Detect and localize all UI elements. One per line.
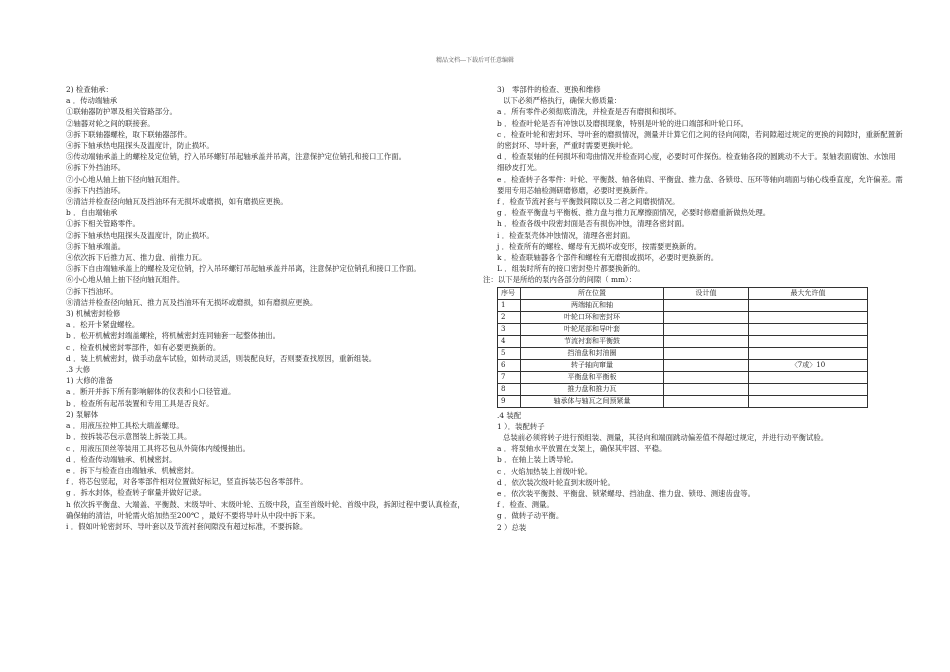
left-text-line: b ．按拆装芯包示意图装上拆装工具。 xyxy=(66,432,192,442)
col-header-location: 所在位置 xyxy=(521,287,664,299)
left-text-line: ①拆下相关管路零件。 xyxy=(66,219,140,229)
col-header-design-value: 设计值 xyxy=(664,287,749,299)
cell-index: 7 xyxy=(498,371,521,383)
cell-design-value xyxy=(664,383,749,395)
clearance-table xyxy=(497,287,868,408)
cell-max-value xyxy=(749,323,868,335)
left-text-line: 3) 机械密封检修 xyxy=(66,309,121,319)
left-text-line: e ．拆下与检查自由端轴承、机械密封。 xyxy=(66,465,199,475)
left-text-line: ①联轴器防护罩及相关管路部分。 xyxy=(66,107,177,117)
table-row xyxy=(498,311,868,323)
left-text-line: ⑧拆下内挡油环。 xyxy=(66,185,126,195)
cell-design-value xyxy=(664,311,749,323)
cell-index: 4 xyxy=(498,335,521,347)
table-row xyxy=(498,395,868,407)
left-text-line: b ．松开机械密封端盖螺栓，将机械密封连同轴套一起整体抽出。 xyxy=(66,331,281,341)
assembly-text-line: 2 ）总装 xyxy=(497,522,527,532)
cell-index: 5 xyxy=(498,347,521,359)
table-row xyxy=(498,347,868,359)
left-text-line: ④依次拆下后推力瓦、推力盘、前推力瓦。 xyxy=(66,253,207,263)
left-text-line: i ．假如叶轮密封环、导叶套以及节流衬套间隙没有超过标准，不要拆除。 xyxy=(66,521,308,531)
cell-index: 9 xyxy=(498,395,521,407)
left-text-line: f ．将芯包竖起，对各零部件相对位置做好标记，竖直拆装芯包各零部件。 xyxy=(66,477,308,487)
cell-design-value xyxy=(664,359,749,371)
left-text-line: 2) 检查轴承： xyxy=(66,85,113,94)
left-text-line: a ．松开卡紧盘螺栓。 xyxy=(66,320,140,330)
left-text-line: d ．装上机械密封，做手动盘车试验，如转动灵活，则装配良好，否则要查找原因，重新组装。 xyxy=(66,353,377,363)
right-text-line: k ．检查联轴器各个部件和螺栓有无磨损或损坏，必要时更换新的。 xyxy=(497,253,719,263)
left-text-line: h 依次拆平衡盘、大端盖、平衡鼓、末级导叶、末级叶轮、五级中段，直至首级叶轮、首级中段，拆卸过程中要认真检查，确保轴的清洁，叶轮需火焰加热至200℃ ，最好不要将导叶从中段中拆下来。 xyxy=(66,499,465,520)
left-text-line: ⑤传动端轴承盖上的螺栓及定位销，拧入吊环螺钉吊起轴承盖并吊离，注意保护定位销孔和接口工作面。 xyxy=(66,152,406,162)
left-text-line: g ．拆水封体，检查转子窜量并做好记录。 xyxy=(66,488,207,498)
right-text-line: c ．检查叶轮和密封环、导叶套的磨损情况，测量并计算它们之间的径向间隙，若间隙超过规定的更换的间隙时，重新配置新的密封环、导叶套，严重时需要更换叶轮。 xyxy=(497,129,903,151)
right-text-line: g ．检查平衡盘与平衡板、推力盘与推力瓦摩擦面情况，必要时修磨重新做热处理。 xyxy=(497,208,771,218)
table-row xyxy=(498,299,868,311)
assembly-text-line: a ．将泵轴水平放置在支架上，确保其牢固、平稳。 xyxy=(497,444,667,454)
cell-location: 节流衬套和平衡鼓 xyxy=(521,335,664,347)
right-text-line: 注：以下是所给的泵内各部分的间隙（ mm）： xyxy=(483,275,637,285)
table-header-row xyxy=(498,287,868,299)
left-text-line: ③拆下联轴器螺栓，取下联轴器部件。 xyxy=(66,129,192,139)
left-text-line: ④拆下轴承热电阻探头及温度计，防止损坏。 xyxy=(66,141,214,151)
assembly-text-line: 1 ）．装配转子 xyxy=(497,421,545,431)
assembly-text-line: d ．依次装次级叶轮直到末级叶轮。 xyxy=(497,477,615,487)
cell-design-value xyxy=(664,347,749,359)
assembly-text-line: b ．在轴上装上诱导轮。 xyxy=(497,455,578,465)
left-text-line: ⑧清洁并检查径向轴瓦、推力瓦及挡油环有无损坏或磨损，如有磨损应更换。 xyxy=(66,297,318,307)
right-bottom-text xyxy=(483,410,903,533)
cell-design-value xyxy=(664,371,749,383)
left-text-line: ⑤拆下自由端轴承盖上的螺栓及定位销，拧入吊环螺钉吊起轴承盖并吊离，注意保护定位销孔和接口工作面。 xyxy=(66,264,421,274)
right-text-line: a ．所有零件必须彻底清洗，并检查是否有磨损和损坏。 xyxy=(497,107,682,117)
cell-index: 3 xyxy=(498,323,521,335)
table-row xyxy=(498,335,868,347)
cell-max-value xyxy=(749,299,868,311)
left-text-line: c ．用液压顶丝等装用工具将芯包从外筒体内缓慢抽出。 xyxy=(66,443,250,453)
left-text-line: ③拆下轴承端盖。 xyxy=(66,241,126,251)
left-text-line: b ．自由端轴承 xyxy=(66,208,118,218)
left-text-line: b ．检查所有起吊装置和专用工具是否良好。 xyxy=(66,398,214,408)
left-text-line: ⑦小心地从轴上抽下径向轴瓦组件。 xyxy=(66,174,185,184)
cell-location: 平衡盘和平衡板 xyxy=(521,371,664,383)
table-row xyxy=(498,383,868,395)
cell-location: 轴承体与轴瓦之间预紧量 xyxy=(521,395,664,407)
right-text-line: b ．检查叶轮是否有冲蚀以及磨损现象，特别是叶轮的进口端部和叶轮口环。 xyxy=(497,118,748,128)
left-text-line: ⑥小心地从轴上抽下径向轴瓦组件。 xyxy=(66,275,185,285)
right-text-line: d ．检查泵轴的任何损坏和弯曲情况并检查同心度，必要时可作探伤。检查轴各段的圆跳动不大于。泵轴表面腐蚀、水蚀用细砂皮打光。 xyxy=(497,152,896,173)
cell-max-value xyxy=(749,395,868,407)
page-header: 精品文档---下载后可任意编辑 xyxy=(435,57,515,64)
left-text-line: c ．检查机械密封零部件，如有必要更换新的。 xyxy=(66,342,221,352)
cell-index: 2 xyxy=(498,311,521,323)
table-row xyxy=(498,371,868,383)
assembly-text-line: 总装前必须将转子进行预组装、测量，其径向和端面跳动偏差值不得超过规定，并进行动平衡试验。 xyxy=(503,433,829,443)
cell-index: 1 xyxy=(498,299,521,311)
col-header-max-value: 最大允许值 xyxy=(749,287,868,299)
cell-design-value xyxy=(664,299,749,311)
assembly-text-line: g ．做转子动平衡。 xyxy=(497,511,564,521)
left-column xyxy=(52,84,472,532)
right-text-line: 3) 零部件的检查、更换和维修 xyxy=(497,85,601,94)
left-text-line: ⑥拆下外挡油环。 xyxy=(66,163,126,173)
cell-location: 两端轴瓦和轴 xyxy=(521,299,664,311)
cell-location: 挡油盘和封油圈 xyxy=(521,347,664,359)
right-text-line: 以下必须严格执行，确保大修质量： xyxy=(503,96,622,106)
cell-max-value xyxy=(749,311,868,323)
right-text-line: e ．检查转子各零件：叶轮、平衡鼓、轴各轴肩、平衡盘、推力盘、各锁母、压环等轴向端面与轴心线垂直度，允许偏差。需要用专用芯轴检测研磨修磨，必要时更换新件。 xyxy=(497,174,903,195)
left-text-line: ②拆下轴承热电阻探头及温度计，防止损坏。 xyxy=(66,230,214,240)
right-text-line: f ．检查节流衬套与平衡鼓间隙以及二者之间磨损情况。 xyxy=(497,197,680,207)
assembly-text-line: .4 装配 xyxy=(497,410,522,420)
cell-max-value: 〈7或〉10 xyxy=(749,359,868,371)
cell-location: 转子轴向窜量 xyxy=(521,359,664,371)
left-text-line: 2) 泵解体 xyxy=(66,409,99,419)
right-text-line: L ．组装时所有的接口密封垫片都要换新的。 xyxy=(497,264,645,274)
right-text-line: j ．检查所有的螺栓、螺母有无损坏或变形，按需要更换新的。 xyxy=(497,241,702,251)
cell-location: 叶轮尾部和导叶套 xyxy=(521,323,664,335)
left-text-line: a ．传动端轴承 xyxy=(66,96,118,106)
cell-location: 叶轮口环和密封环 xyxy=(521,311,664,323)
cell-index: 6 xyxy=(498,359,521,371)
cell-design-value xyxy=(664,335,749,347)
right-text-line: i ．检查泵壳体冲蚀情况，清理各密封面。 xyxy=(497,230,635,240)
left-text-line: ⑦拆下挡油环。 xyxy=(66,286,118,296)
table-row xyxy=(498,323,868,335)
cell-max-value xyxy=(749,347,868,359)
cell-index: 8 xyxy=(498,383,521,395)
right-top-text xyxy=(483,84,903,286)
cell-design-value xyxy=(664,395,749,407)
cell-design-value xyxy=(664,323,749,335)
right-column xyxy=(483,84,903,533)
cell-max-value xyxy=(749,383,868,395)
left-text-line: a ．用液压拉伸工具松大端盖螺母。 xyxy=(66,421,184,431)
table-row xyxy=(498,359,868,371)
assembly-text-line: c ．火焰加热装上首级叶轮。 xyxy=(497,466,593,476)
left-text-line: ⑨清洁并检查径向轴瓦及挡油环有无损坏或磨损，如有磨损应更换。 xyxy=(66,197,288,207)
left-text-line: 1) 大修的准备 xyxy=(66,376,113,386)
left-text-line: d ．检查传动端轴承、机械密封。 xyxy=(66,454,177,464)
assembly-text-line: f ．检查、测量。 xyxy=(497,500,554,510)
cell-location: 推力盘和推力瓦 xyxy=(521,383,664,395)
left-text-line: a ．断开并拆下所有影响解体的仪表和小口径管道。 xyxy=(66,387,236,397)
assembly-text-line: e ．依次装平衡鼓、平衡盘、锁紧螺母、挡油盘、推力盘、锁母、测速齿盘等。 xyxy=(497,489,756,499)
left-text-line: ②轴器对轮之间的联接套。 xyxy=(66,118,155,128)
left-text-line: .3 大修 xyxy=(66,365,91,375)
cell-max-value xyxy=(749,371,868,383)
col-header-index: 序号 xyxy=(498,287,521,299)
cell-max-value xyxy=(749,335,868,347)
right-text-line: h ．检查各级中段密封面是否有损伤冲蚀，清理各密封面。 xyxy=(497,219,689,229)
